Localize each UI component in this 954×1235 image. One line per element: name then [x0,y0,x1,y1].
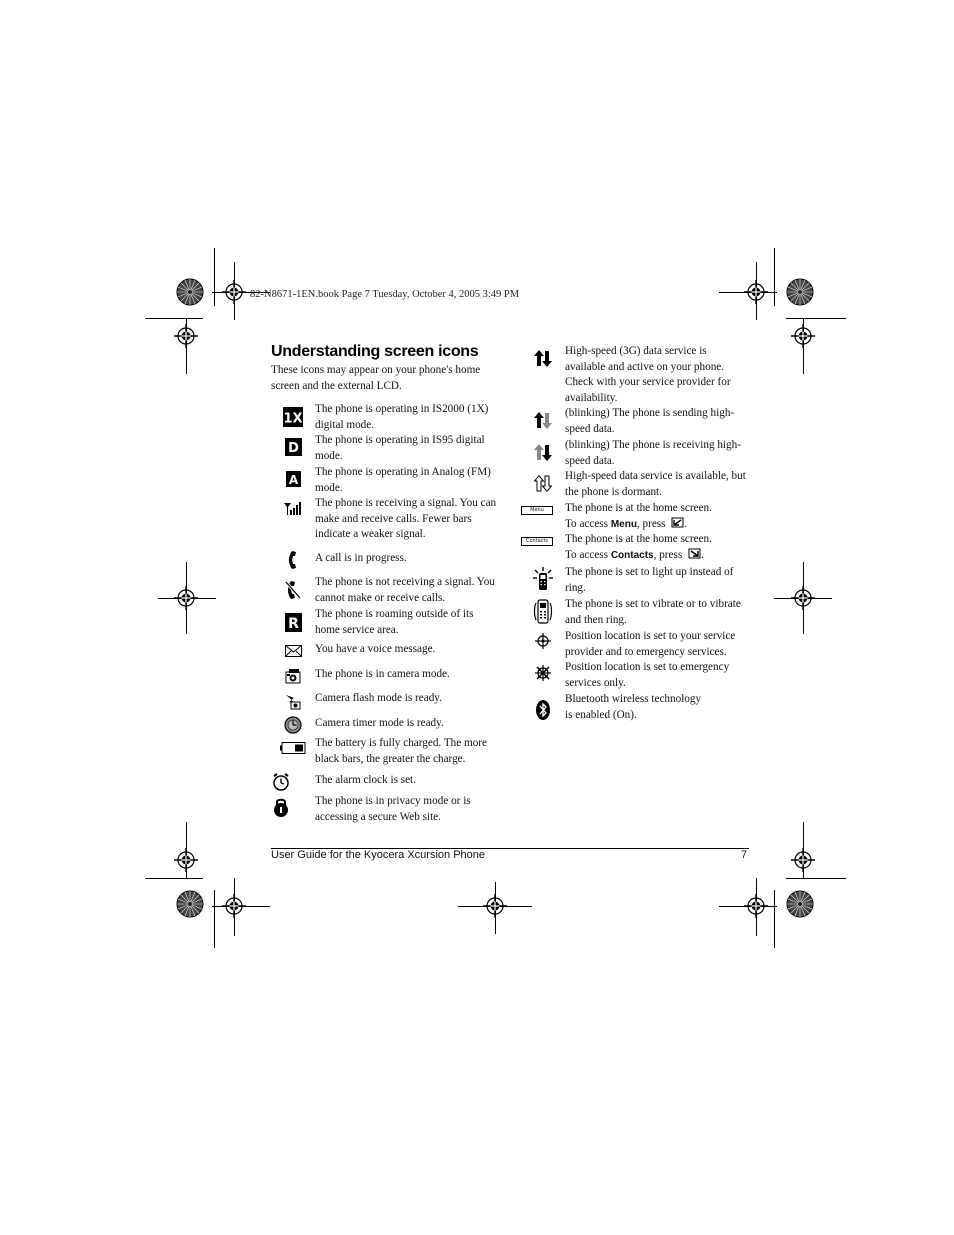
location-emergency-icon [521,660,565,686]
page-number: 7 [741,849,748,861]
list-item: (blinking) The phone is sending high-speed data. [521,406,747,437]
list-item: Camera timer mode is ready. [271,715,500,735]
list-item: The phone is set to light up instead of ring. [521,565,747,596]
list-item: The phone is not receiving a signal. You cannot make or receive calls. [271,575,500,606]
location-on-icon [521,629,565,653]
list-item: Bluetooth wireless technology is enabled (On). [521,692,705,728]
3g-active-icon [521,344,565,372]
list-item: A call is in progress. [271,550,500,570]
list-item: (blinking) The phone is receiving high-speed data. [521,438,747,469]
left-softkey-icon [671,517,684,528]
page-title: Understanding screen icons [271,343,479,360]
list-item: Position location is set to your service provider and to emergency services. [521,629,747,660]
svg-text:A: A [288,473,298,487]
analog-a-icon [271,465,315,493]
book-header: 82-N8671-1EN.book Page 7 Tuesday, October 4, 2005 3:49 PM [250,289,520,300]
list-item: Contacts The phone is at the home screen. To access Contacts, press . [521,532,747,563]
privacy-lock-icon [271,794,291,820]
camera-mode-icon [271,666,315,686]
camera-flash-icon [271,691,315,711]
menu-softkey-icon [521,501,565,519]
vibrate-icon [521,597,565,627]
list-item: A The phone is operating in Analog (FM) mode. [271,465,500,496]
list-item: The battery is fully charged. The more black bars, the greater the charge. [271,736,500,767]
list-item: You have a voice message. [271,642,500,660]
no-signal-icon [271,575,315,605]
list-item: Position location is set to emergency services only. [521,660,747,691]
menu-softkey-label: Menu [521,506,553,515]
list-item: The phone is set to vibrate or to vibrate and then ring. [521,597,747,628]
list-item: The alarm clock is set. [271,772,500,792]
svg-text:D: D [287,441,299,456]
list-item: R The phone is roaming outside of its home service area. [271,607,500,638]
roaming-r-icon [271,607,315,637]
bluetooth-icon [521,692,565,728]
svg-text:1X: 1X [283,411,303,427]
contacts-softkey-label: Contacts [521,537,553,546]
list-item: 1X The phone is operating in IS2000 (1X) digital mode. [271,402,500,433]
3g-sending-icon [521,406,565,434]
3g-receiving-icon [521,438,565,466]
voicemail-envelope-icon [271,642,315,660]
camera-timer-icon [271,715,315,735]
list-item: D The phone is operating in IS95 digital mode. [271,433,500,464]
list-item: The phone is in privacy mode or is accessing a secure Web site. [271,794,500,825]
digital-d-icon [271,433,315,461]
svg-text:R: R [287,615,299,632]
list-item: Camera flash mode is ready. [271,691,500,711]
signal-strength-icon [271,496,315,520]
3g-dormant-icon [521,469,565,497]
list-item: The phone is receiving a signal. You can make and receive calls. Fewer bars indicate a weaker signal. [271,496,500,543]
right-softkey-icon [688,548,701,559]
footer-title: User Guide for the Kyocera Xcursion Phone [271,849,486,861]
battery-icon [271,736,315,760]
alarm-clock-icon [271,772,291,792]
light-up-icon [521,565,565,593]
contacts-softkey-icon [521,532,565,550]
list-item: High-speed data service is available, but the phone is dormant. [521,469,747,500]
intro-text: These icons may appear on your phone's home screen and the external LCD. [271,364,481,392]
list-item: High-speed (3G) data service is available and active on your phone. Check with your service provider for availability. [521,344,747,406]
list-item: The phone is in camera mode. [271,666,500,686]
call-in-progress-icon [271,550,315,570]
1x-icon [271,402,315,432]
list-item: Menu The phone is at the home screen. To access Menu, press . [521,501,747,532]
